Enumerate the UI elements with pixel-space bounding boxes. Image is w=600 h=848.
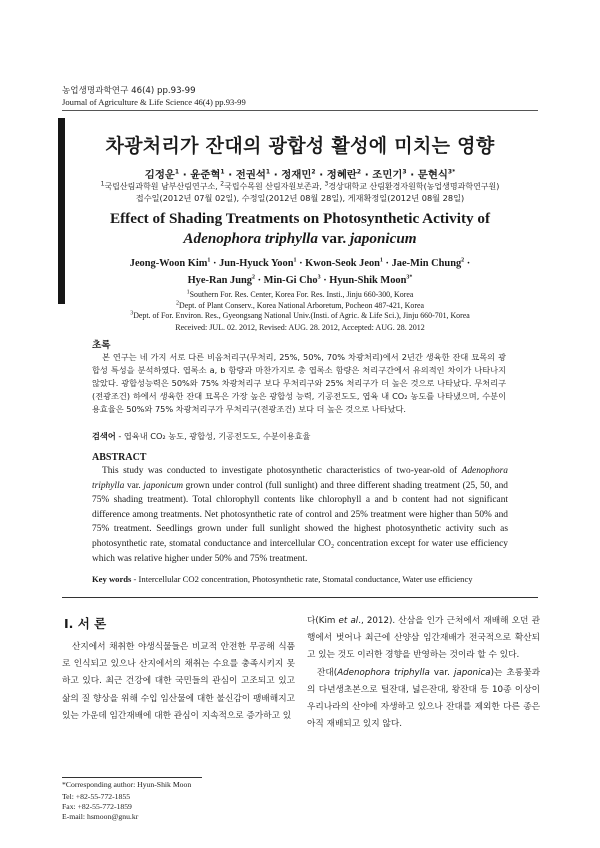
author-name: Jae-Min Chung bbox=[391, 258, 462, 269]
author-name: Kwon-Seok Jeon bbox=[305, 258, 380, 269]
korean-title: 차광처리가 잔대의 광합성 활성에 미치는 영향 bbox=[105, 135, 495, 157]
english-abstract-heading: ABSTRACT bbox=[92, 452, 147, 463]
author-name: Jun-Hyuck Yoon bbox=[219, 258, 294, 269]
korean-affiliations: $^1$국립산림과학원 남부산림연구소, $^2$국립수목원 산림자원보존과, $^3$경상대학교 산림환경자원학(농업생명과학연구원) bbox=[100, 180, 500, 191]
journal-citation-english: Journal of Agriculture & Life Science 46(4) pp.93-99 bbox=[62, 97, 246, 107]
phone-number: Tel: +82-55-772-1855 bbox=[62, 792, 131, 801]
introduction-right-column bbox=[307, 613, 540, 733]
fax-number: Fax: +82-55-772-1859 bbox=[62, 802, 132, 811]
english-abstract-body: This study was conducted to investigate photosynthetic characteristics of two-year-old of Adenophora triphylla var. japonicum grown under control (full sunlight) and three different shading treatment (25, 50, and 75% shading treatment). Total chlorophyll contents like chlorophyll a and b content had not significant difference among treatments. Net photosynthetic rate of control and 25% treatment were higher than 50% and 75% treatment. Seedlings grown under full sunlight showed the highest photosynthetic activity such as photosynthetic rate, stomatal conductance and intercellular CO₂ concentration except for water use efficiency which was relative higher under 50% and 75% treatment. bbox=[92, 466, 508, 564]
footnote-rule bbox=[62, 777, 202, 778]
introduction-left-column: 산지에서 채취한 야생식물들은 비교적 안전한 무공해 식품로 인식되고 있으나 산지에서의 채취는 수요를 충족시키지 못하고 있다. 최근 건강에 대한 국민들의 관심이 고조되고 있고 삶의 질 향상을 위해 수입 임산물에 대한 불신감이 팽배해지고 있는 가운데 임간재배에 대한 관심이 지속적으로 증가하고 있 bbox=[62, 642, 295, 721]
korean-abstract-body: 본 연구는 네 가지 서로 다른 비음처리구(무처리, 25%, 50%, 70% 차광처리)에서 2년간 생육한 잔대 묘목의 광합성 특성을 분석하였다. 엽록소 a, b 함량과 마찬가지로 총 엽록소 함량은 처리구간에서 유의적인 차이가 나타나지 않았다. 광합성능력은 50%와 75% 차광처리구 보다 무처리구와 25% 처리구가 더 높은 것으로 나타났다. 무처리구(전광조건) 하에서 생육한 잔대 묘목은 가장 높은 광합성 능력, 기공전도도, 엽육 내 CO₂ 농도를 나타냈으며, 수분이용효율은 50%와 75% 차광처리구가 무처리구(전광조건) 보다 더 높은 것으로 나타났다. bbox=[92, 352, 506, 414]
english-authors: Jeong-Woon Kim$^1$ · Jun-Hyuck Yoon$^1$ · Kwon-Seok Jeon$^1$ · Jae-Min Chung$^2$ · Hye-Ran Jung$^2$ · Min-Gi Cho$^3$ · Hyun-Shik Moon$^{3*}$ bbox=[129, 257, 471, 286]
paragraph: 다(Kim et al., 2012). 산삼을 인가 근처에서 재배해 오던 관행에서 벗어나 최근에 산양삼 임간재배가 전국적으로 확산되고 있는 것도 이러한 경향을 반영하는 것이라 할 수 있다. bbox=[307, 616, 541, 661]
english-dates: Received: JUL. 02. 2012, Revised: AUG. 28. 2012, Accepted: AUG. 28. 2012 bbox=[175, 323, 425, 332]
author-name: 전권석 bbox=[235, 169, 266, 181]
korean-abstract-heading: 초록 bbox=[92, 340, 111, 351]
corresponding-author: *Corresponding author: Hyun-Shik Moon bbox=[62, 780, 192, 789]
korean-authors: 김정운$^1$ · 윤준혁$^1$ · 전권석$^1$ · 정재민$^2$ · 정혜란$^2$ · 조민기$^3$ · 문현식$^{3*}$ bbox=[144, 168, 456, 181]
author-name: Hye-Ran Jung bbox=[187, 275, 252, 286]
english-keywords: Key words - Intercellular CO2 concentration, Photosynthetic rate, Stomatal conductance, Water use efficiency bbox=[92, 574, 473, 584]
author-name: Min-Gi Cho bbox=[263, 275, 318, 286]
journal-citation-korean: 농업생명과학연구 46(4) pp.93-99 bbox=[62, 86, 196, 96]
author-name: 정재민 bbox=[281, 169, 312, 181]
paragraph: 잔대(Adenophora triphylla var. japonica)는 초롱꽃과의 다년생초본으로 털잔대, 넓은잔대, 왕잔대 등 10종 이상이 우리나라의 산야에 자생하고 있으나 잔대를 제외한 다른 종은 아직 재배되고 있지 않다. bbox=[307, 667, 540, 730]
english-title: Effect of Shading Treatments on Photosynthetic Activity of Adenophora triphylla var. japonicum bbox=[109, 210, 491, 247]
header-rule bbox=[62, 110, 538, 111]
author-name: 정혜란 bbox=[326, 169, 357, 181]
author-name: Hyun-Shik Moon bbox=[329, 275, 407, 286]
introduction-heading: Ⅰ. 서 론 bbox=[64, 616, 107, 631]
author-name: 문현식 bbox=[417, 169, 448, 181]
section-rule bbox=[62, 597, 538, 598]
english-affiliations: $^1$Southern For. Res. Center, Korea For. Res. Insti., Jinju 660-300, Korea $^2$Dept. of Plant Conserv., Korea National Arboretum, Pocheon 487-421, Korea $^3$Dept. of For. Environ. Res., Gyeongsang National Univ.(Insti. of Agric. & Life Sci.), Jinju 660-701, Korea bbox=[130, 289, 470, 321]
author-name: Jeong-Woon Kim bbox=[129, 258, 208, 269]
author-name: 윤준혁 bbox=[190, 169, 221, 181]
korean-keywords: 검색어 - 엽육내 CO₂ 농도, 광합성, 기공전도도, 수분이용효율 bbox=[92, 431, 311, 441]
email-address: E-mail: hsmoon@gnu.kr bbox=[62, 812, 139, 821]
author-name: 조민기 bbox=[372, 169, 403, 181]
author-name: 김정운 bbox=[144, 169, 175, 181]
korean-dates: 접수일(2012년 07월 02일), 수정일(2012년 08월 28일), 게재확정일(2012년 08월 28일) bbox=[135, 193, 465, 203]
